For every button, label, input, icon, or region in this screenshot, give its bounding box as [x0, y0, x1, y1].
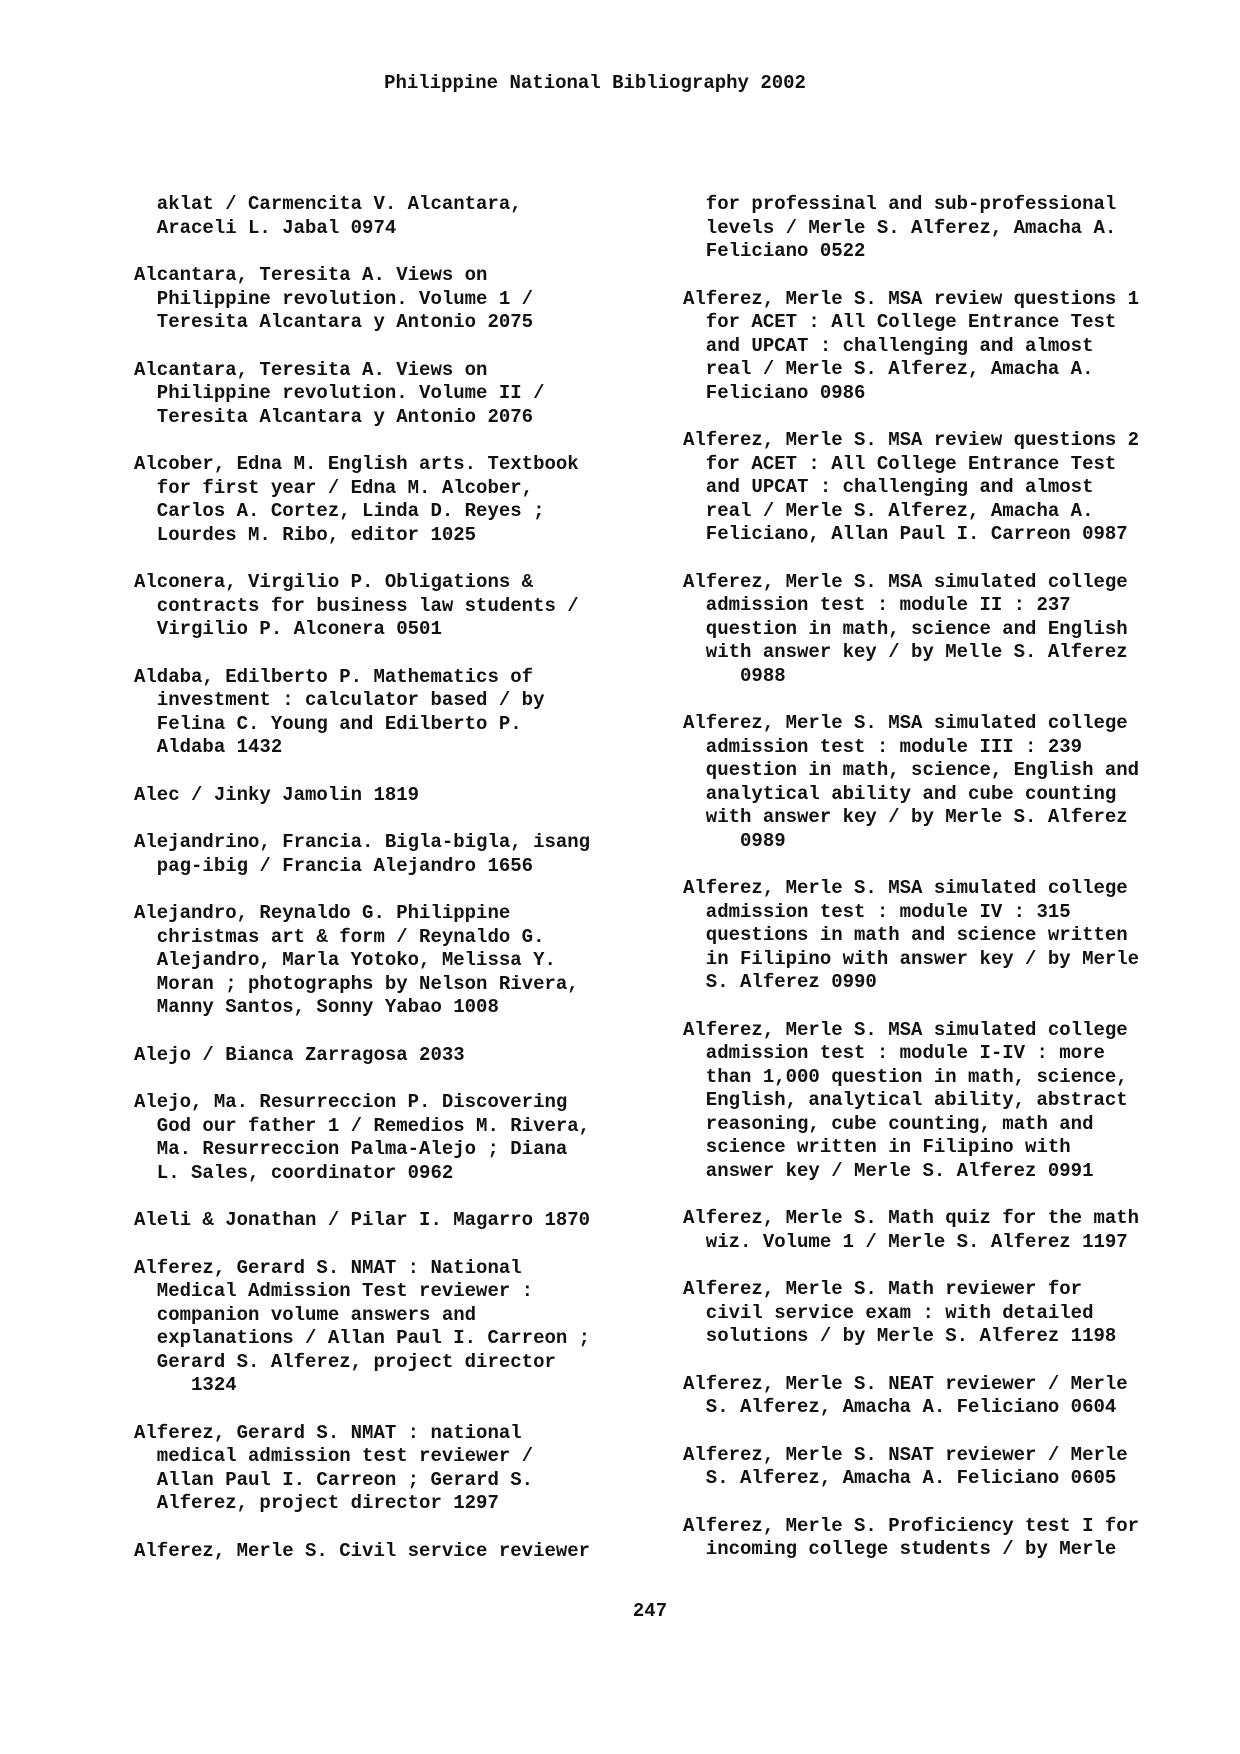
entry-line: Alferez, Merle S. MSA simulated college	[683, 712, 1128, 734]
entry-line: God our father 1 / Remedios M. Rivera,	[134, 1114, 591, 1137]
entry-line: Alcantara, Teresita A. Views on	[134, 264, 488, 286]
index-entry	[683, 1515, 1203, 1562]
entry-line: Alejandro, Marla Yotoko, Melissa Y.	[134, 949, 556, 971]
entry-line: reasoning, cube counting, math and	[683, 1112, 1094, 1135]
entry-line: civil service exam : with detailed	[683, 1301, 1094, 1324]
index-entry	[134, 453, 654, 547]
entry-line: Manny Santos, Sonny Yabao 1008	[134, 996, 499, 1018]
entry-line: Araceli L. Jabal 0974	[134, 216, 397, 239]
entry-line: Philippine revolution. Volume 1 /	[134, 287, 534, 310]
entry-line: Alferez, Merle S. Math reviewer for	[683, 1278, 1083, 1300]
index-entry	[683, 288, 1203, 406]
index-column-left	[134, 193, 654, 1587]
index-entry	[683, 1278, 1203, 1349]
entry-line: with answer key / by Melle S. Alferez	[683, 641, 1128, 663]
entry-line: and UPCAT : challenging and almost	[683, 476, 1094, 498]
entry-line: Alejo / Bianca Zarragosa 2033	[134, 1043, 465, 1066]
entry-line: Aldaba 1432	[134, 736, 283, 758]
entry-line: for ACET : All College Entrance Test	[683, 311, 1117, 333]
entry-line: English, analytical ability, abstract	[683, 1089, 1128, 1111]
entry-line: with answer key / by Merle S. Alferez	[683, 806, 1128, 828]
entry-line: Alferez, Merle S. MSA simulated college	[683, 1018, 1128, 1041]
entry-line: for professinal and sub-professional	[683, 193, 1117, 215]
entry-line: Lourdes M. Ribo, editor 1025	[134, 523, 477, 546]
entry-line: 0989	[683, 829, 786, 852]
entry-line: and UPCAT : challenging and almost	[683, 334, 1094, 357]
entry-line: Alferez, Merle S. NEAT reviewer / Merle	[683, 1372, 1128, 1395]
index-entry	[683, 1207, 1203, 1254]
entry-line: Alejandrino, Francia. Bigla-bigla, isang	[134, 831, 591, 853]
entry-line: admission test : module II : 237	[683, 594, 1071, 616]
entry-line: Alferez, Merle S. Math quiz for the math	[683, 1207, 1140, 1229]
entry-line: Alferez, Merle S. MSA simulated college	[683, 570, 1128, 593]
entry-line: than 1,000 question in math, science,	[683, 1065, 1128, 1088]
entry-line: wiz. Volume 1 / Merle S. Alferez 1197	[683, 1230, 1128, 1253]
entry-line: Alec / Jinky Jamolin 1819	[134, 783, 420, 806]
entry-line: explanations / Allan Paul I. Carreon ;	[134, 1327, 591, 1349]
entry-line: Alferez, Merle S. NSAT reviewer / Merle	[683, 1443, 1128, 1466]
entry-line: Philippine revolution. Volume II /	[134, 382, 545, 404]
index-entry	[683, 1444, 1203, 1491]
entry-line: Feliciano, Allan Paul I. Carreon 0987	[683, 523, 1128, 545]
index-entry	[134, 359, 654, 430]
entry-line: Alferez, Merle S. MSA simulated college	[683, 877, 1128, 899]
entry-line: Felina C. Young and Edilberto P.	[134, 712, 522, 735]
index-entry	[683, 1019, 1203, 1184]
entry-line: Gerard S. Alferez, project director	[134, 1350, 556, 1373]
entry-line: Aldaba, Edilberto P. Mathematics of	[134, 665, 534, 688]
entry-line: Feliciano 0522	[683, 240, 866, 262]
entry-line: Alcober, Edna M. English arts. Textbook	[134, 453, 579, 475]
entry-line: in Filipino with answer key / by Merle	[683, 947, 1140, 970]
index-entry	[134, 1091, 654, 1185]
entry-line: S. Alferez, Amacha A. Feliciano 0604	[683, 1396, 1117, 1418]
entry-line: S. Alferez, Amacha A. Feliciano 0605	[683, 1467, 1117, 1489]
entry-line: Alejo, Ma. Resurreccion P. Discovering	[134, 1091, 568, 1113]
entry-line: solutions / by Merle S. Alferez 1198	[683, 1325, 1117, 1347]
index-column-right	[683, 193, 1203, 1586]
entry-line: Allan Paul I. Carreon ; Gerard S.	[134, 1468, 534, 1491]
index-entry	[683, 193, 1203, 264]
entry-line: Teresita Alcantara y Antonio 2076	[134, 405, 534, 428]
entry-line: for first year / Edna M. Alcober,	[134, 476, 534, 499]
entry-line: incoming college students / by Merle	[683, 1538, 1117, 1560]
index-entry	[683, 571, 1203, 689]
entry-line: Alferez, Merle S. MSA review questions 1	[683, 287, 1140, 310]
index-entry	[134, 1044, 654, 1068]
entry-line: Alferez, Merle S. Proficiency test I for	[683, 1514, 1140, 1537]
entry-line: real / Merle S. Alferez, Amacha A.	[683, 499, 1094, 522]
index-entry	[134, 193, 654, 240]
entry-line: admission test : module I-IV : more	[683, 1042, 1105, 1064]
entry-line: answer key / Merle S. Alferez 0991	[683, 1159, 1094, 1182]
entry-line: aklat / Carmencita V. Alcantara,	[134, 193, 522, 215]
entry-line: Feliciano 0986	[683, 381, 866, 404]
entry-line: Alferez, Merle S. Civil service reviewer	[134, 1539, 591, 1562]
entry-line: christmas art & form / Reynaldo G.	[134, 925, 545, 948]
index-entry	[683, 877, 1203, 995]
entry-line: Alferez, Gerard S. NMAT : national	[134, 1421, 522, 1444]
entry-line: Ma. Resurreccion Palma-Alejo ; Diana	[134, 1138, 568, 1160]
entry-line: Virgilio P. Alconera 0501	[134, 618, 442, 640]
entry-line: Medical Admission Test reviewer :	[134, 1280, 534, 1302]
entry-line: investment : calculator based / by	[134, 689, 545, 711]
index-entry	[134, 784, 654, 808]
entry-line: for ACET : All College Entrance Test	[683, 452, 1117, 475]
entry-line: Alferez, project director 1297	[134, 1492, 499, 1514]
index-entry	[134, 902, 654, 1020]
index-entry	[134, 571, 654, 642]
entry-line: contracts for business law students /	[134, 594, 579, 617]
entry-line: Moran ; photographs by Nelson Rivera,	[134, 972, 579, 995]
entry-line: Aleli & Jonathan / Pilar I. Magarro 1870	[134, 1209, 591, 1231]
index-entry	[134, 1257, 654, 1398]
entry-line: 1324	[134, 1374, 237, 1396]
entry-line: analytical ability and cube counting	[683, 782, 1117, 805]
entry-line: 0988	[683, 664, 786, 687]
index-entry	[134, 1422, 654, 1516]
entry-line: Teresita Alcantara y Antonio 2075	[134, 311, 534, 333]
entry-line: L. Sales, coordinator 0962	[134, 1161, 454, 1184]
entry-line: Alcantara, Teresita A. Views on	[134, 358, 488, 381]
entry-line: S. Alferez 0990	[683, 971, 877, 993]
entry-line: real / Merle S. Alferez, Amacha A.	[683, 358, 1094, 380]
entry-line: levels / Merle S. Alferez, Amacha A.	[683, 216, 1117, 239]
index-entry	[683, 712, 1203, 853]
index-entry	[134, 831, 654, 878]
index-entry	[134, 1540, 654, 1564]
entry-line: science written in Filipino with	[683, 1136, 1071, 1158]
entry-line: companion volume answers and	[134, 1303, 477, 1326]
index-entry	[134, 264, 654, 335]
entry-line: Alferez, Gerard S. NMAT : National	[134, 1256, 522, 1279]
page-number: 247	[632, 1600, 668, 1622]
entry-line: Alconera, Virgilio P. Obligations &	[134, 571, 534, 593]
entry-line: medical admission test reviewer /	[134, 1445, 534, 1467]
entry-line: Alferez, Merle S. MSA review questions 2	[683, 429, 1140, 451]
entry-line: question in math, science and English	[683, 617, 1128, 640]
running-header: Philippine National Bibliography 2002	[384, 72, 806, 94]
index-entry	[134, 1209, 654, 1233]
entry-line: Alejandro, Reynaldo G. Philippine	[134, 902, 511, 924]
index-entry	[683, 429, 1203, 547]
index-entry	[134, 666, 654, 760]
entry-line: question in math, science, English and	[683, 759, 1140, 781]
entry-line: Carlos A. Cortez, Linda D. Reyes ;	[134, 500, 545, 522]
entry-line: pag-ibig / Francia Alejandro 1656	[134, 854, 534, 877]
entry-line: questions in math and science written	[683, 924, 1128, 946]
index-entry	[683, 1373, 1203, 1420]
entry-line: admission test : module III : 239	[683, 735, 1083, 758]
entry-line: admission test : module IV : 315	[683, 900, 1071, 923]
